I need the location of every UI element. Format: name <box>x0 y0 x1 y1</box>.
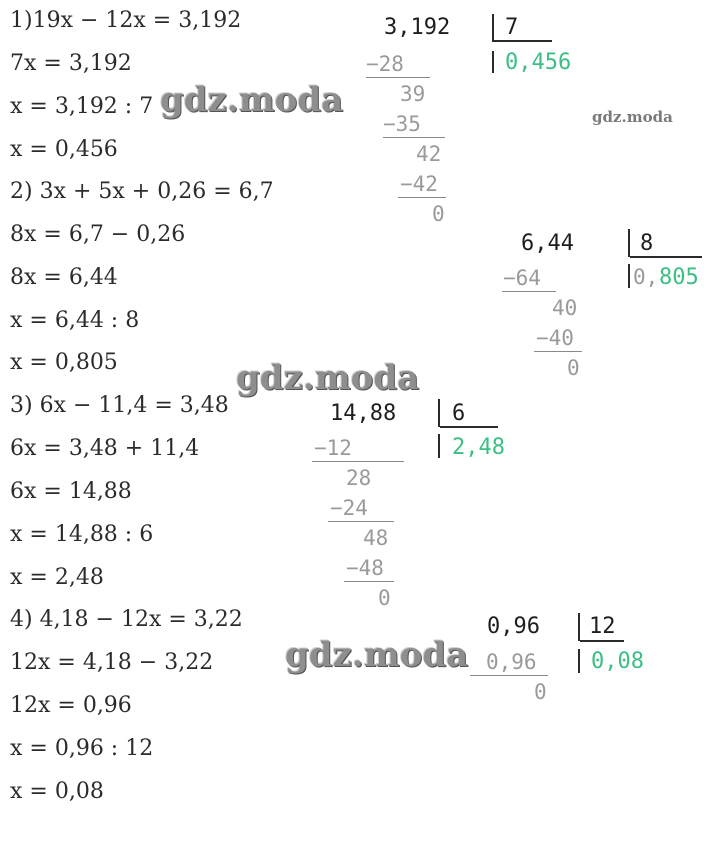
equation-line: 12x = 0,96 <box>10 693 132 718</box>
division-underline <box>328 521 394 522</box>
watermark: gdz.moda <box>285 635 469 675</box>
division-bracket <box>578 613 580 641</box>
watermark: gdz.moda <box>592 108 673 126</box>
equation-line: 8x = 6,7 − 0,26 <box>10 222 186 247</box>
equation-line: x = 0,805 <box>10 350 118 375</box>
watermark: gdz.moda <box>236 358 420 398</box>
equation-line: 12x = 4,18 − 3,22 <box>10 650 214 675</box>
division-step: −28 <box>366 52 404 76</box>
division-underline <box>344 581 394 582</box>
division-dividend: 14,88 <box>330 401 397 426</box>
equation-line: x = 0,456 <box>10 137 118 162</box>
equation-line: 7x = 3,192 <box>10 51 132 76</box>
division-bar <box>630 256 702 258</box>
division-underline <box>312 461 404 462</box>
division-bracket <box>438 434 440 458</box>
equation-line: x = 14,88 : 6 <box>10 522 154 547</box>
division-underline <box>383 137 445 138</box>
division-bar <box>580 640 624 642</box>
division-step: 28 <box>346 466 372 490</box>
equation-line: x = 0,08 <box>10 779 104 804</box>
division-bracket <box>492 51 494 73</box>
equation-line: 8x = 6,44 <box>10 265 118 290</box>
division-step: 0 <box>567 356 580 380</box>
division-quotient: 0,08 <box>591 649 644 674</box>
division-bar <box>494 40 552 42</box>
division-quotient: 805 <box>659 265 699 290</box>
division-step: 0 <box>378 586 391 610</box>
division-underline <box>534 351 582 352</box>
equation-line: 6x = 14,88 <box>10 479 132 504</box>
division-step: 39 <box>400 82 426 106</box>
division-bar <box>440 426 498 428</box>
division-step: −40 <box>536 326 574 350</box>
division-step: −35 <box>383 112 421 136</box>
equation-line: 4) 4,18 − 12x = 3,22 <box>10 607 243 632</box>
division-step: 40 <box>552 296 578 320</box>
equation-line: 2) 3x + 5x + 0,26 = 6,7 <box>10 179 274 204</box>
equation-line: x = 2,48 <box>10 565 104 590</box>
division-step: 0 <box>534 680 547 704</box>
division-divisor: 8 <box>640 231 654 256</box>
division-step: −24 <box>330 496 368 520</box>
watermark: gdz.moda <box>160 80 344 120</box>
division-step: −48 <box>346 556 384 580</box>
division-divisor: 6 <box>452 401 466 426</box>
division-underline <box>398 197 446 198</box>
division-dividend: 0,96 <box>487 614 540 639</box>
equation-line: 6x = 3,48 + 11,4 <box>10 436 200 461</box>
division-underline <box>366 77 430 78</box>
division-step: −42 <box>400 172 438 196</box>
division-bracket <box>628 229 630 257</box>
division-step: 48 <box>363 526 389 550</box>
equation-line: 3) 6x − 11,4 = 3,48 <box>10 393 229 418</box>
division-bracket <box>438 399 440 427</box>
division-step: 0,96 <box>486 650 537 674</box>
division-quotient: 2,48 <box>452 435 505 460</box>
division-quotient-prefix: 0, <box>633 265 659 289</box>
division-divisor: 12 <box>589 614 616 639</box>
equation-line: x = 0,96 : 12 <box>10 736 154 761</box>
division-bracket <box>578 649 580 673</box>
division-divisor: 7 <box>505 15 519 40</box>
division-dividend: 3,192 <box>384 15 451 40</box>
division-bracket <box>492 14 494 42</box>
division-bracket <box>628 264 630 288</box>
equation-line: x = 3,192 : 7 <box>10 94 154 119</box>
division-underline <box>502 291 556 292</box>
division-step: 42 <box>416 142 442 166</box>
division-step: −12 <box>314 436 352 460</box>
division-underline <box>470 675 548 676</box>
equation-line: x = 6,44 : 8 <box>10 308 140 333</box>
division-dividend: 6,44 <box>521 231 574 256</box>
division-step: −64 <box>503 266 541 290</box>
division-quotient: 0,456 <box>505 50 572 75</box>
division-step: 0 <box>432 202 445 226</box>
equation-line: 1)19x − 12x = 3,192 <box>10 8 242 33</box>
